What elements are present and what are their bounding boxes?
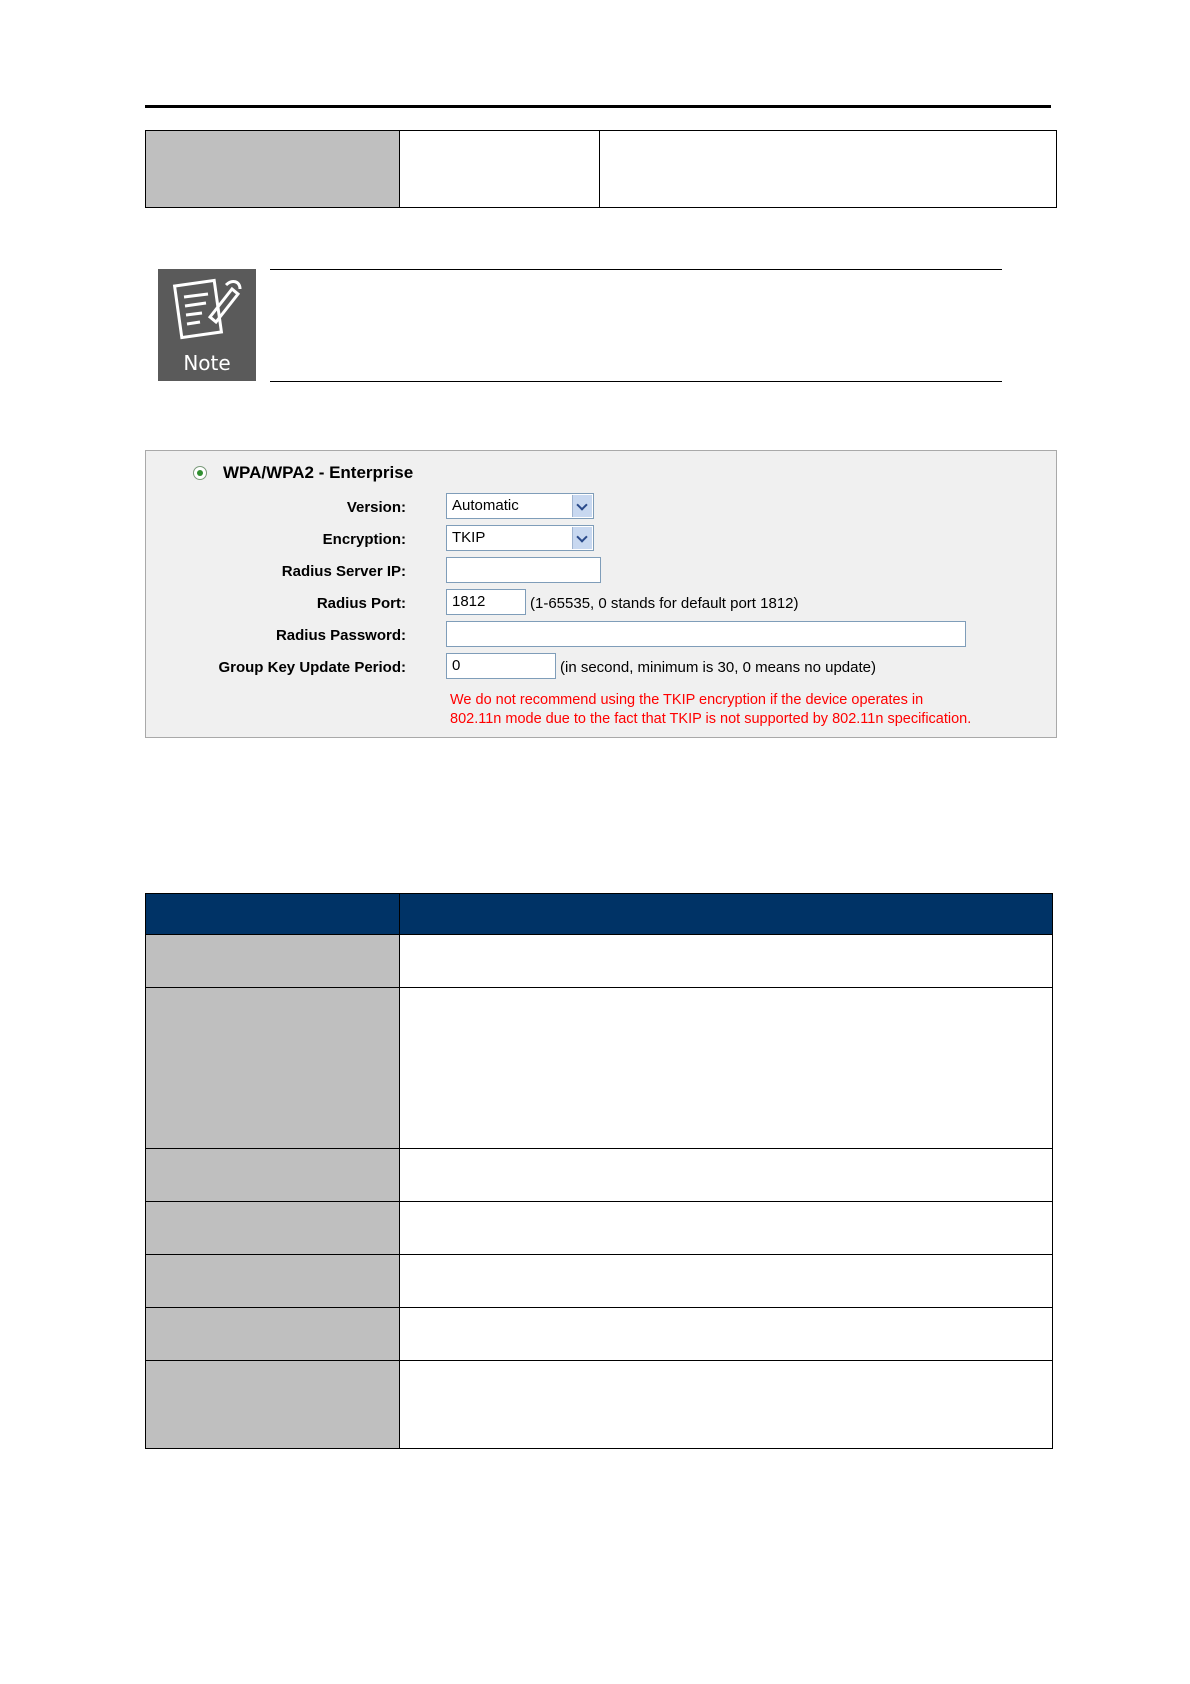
- chevron-down-icon[interactable]: [572, 527, 592, 549]
- table-cell: [400, 1255, 1052, 1307]
- version-select[interactable]: [446, 493, 594, 519]
- table-cell: [400, 1308, 1052, 1360]
- table-label-cell: [146, 1202, 400, 1254]
- table-label-cell: [146, 1361, 400, 1448]
- table-row: [146, 934, 1052, 987]
- version-value: Automatic: [452, 497, 519, 514]
- encryption-label: Encryption:: [322, 531, 406, 548]
- chevron-down-icon[interactable]: [572, 495, 592, 517]
- table-label-cell: [146, 1149, 400, 1201]
- wpa-enterprise-radio[interactable]: [193, 466, 207, 480]
- tkip-warning: [450, 691, 971, 729]
- version-label: Version:: [346, 499, 406, 516]
- radius-password-label: Radius Password:: [275, 627, 406, 644]
- radius-port-label: Radius Port:: [316, 595, 406, 612]
- tkip-warning-line: We do not recommend using the TKIP encryption if the device operates in: [450, 692, 924, 708]
- table-label-cell: [146, 988, 400, 1148]
- note-label: Note: [183, 351, 231, 375]
- table-cell: [400, 1202, 1052, 1254]
- panel-title: WPA/WPA2 - Enterprise: [223, 463, 414, 482]
- table-label-cell: [146, 1255, 400, 1307]
- encryption-select[interactable]: [446, 525, 594, 551]
- encryption-value: TKIP: [452, 529, 486, 546]
- table-row: [146, 1254, 1052, 1307]
- table-label-cell: [146, 131, 400, 207]
- radius-password-input[interactable]: [446, 621, 966, 647]
- radius-server-ip-input[interactable]: [446, 557, 601, 583]
- table-label-cell: [146, 935, 400, 987]
- table-cell: [400, 1149, 1052, 1201]
- radius-port-hint: (1-65535, 0 stands for default port 1812): [530, 595, 799, 612]
- table-row: [146, 1201, 1052, 1254]
- radius-server-ip-label: Radius Server IP:: [281, 563, 406, 580]
- table-header-row: [146, 894, 1052, 934]
- tkip-warning-line: 802.11n mode due to the fact that TKIP is not supported by 802.11n specification.: [450, 711, 972, 727]
- top-table-fragment: [145, 130, 1057, 208]
- table-cell: [400, 1361, 1052, 1448]
- group-key-update-label: Group Key Update Period:: [218, 659, 406, 676]
- table-cell: [400, 988, 1052, 1148]
- table-cell: [400, 131, 600, 207]
- table-row: [146, 987, 1052, 1148]
- wpa-enterprise-panel: [145, 450, 1057, 738]
- note-top-rule: [270, 269, 1002, 270]
- page-header-rule: [145, 105, 1051, 108]
- note-bottom-rule: [270, 381, 1002, 382]
- table-header-cell: [400, 894, 1052, 934]
- group-key-update-input[interactable]: 0: [446, 653, 556, 679]
- group-key-update-hint: (in second, minimum is 30, 0 means no update): [560, 659, 876, 676]
- note-icon: [158, 269, 256, 381]
- table-row: [146, 1360, 1052, 1448]
- settings-description-table: [145, 893, 1053, 1449]
- table-row: [146, 1307, 1052, 1360]
- table-cell: [400, 935, 1052, 987]
- table-header-cell: [146, 894, 400, 934]
- table-label-cell: [146, 1308, 400, 1360]
- table-cell: [600, 131, 1056, 207]
- table-row: [146, 1148, 1052, 1201]
- radius-port-input[interactable]: 1812: [446, 589, 526, 615]
